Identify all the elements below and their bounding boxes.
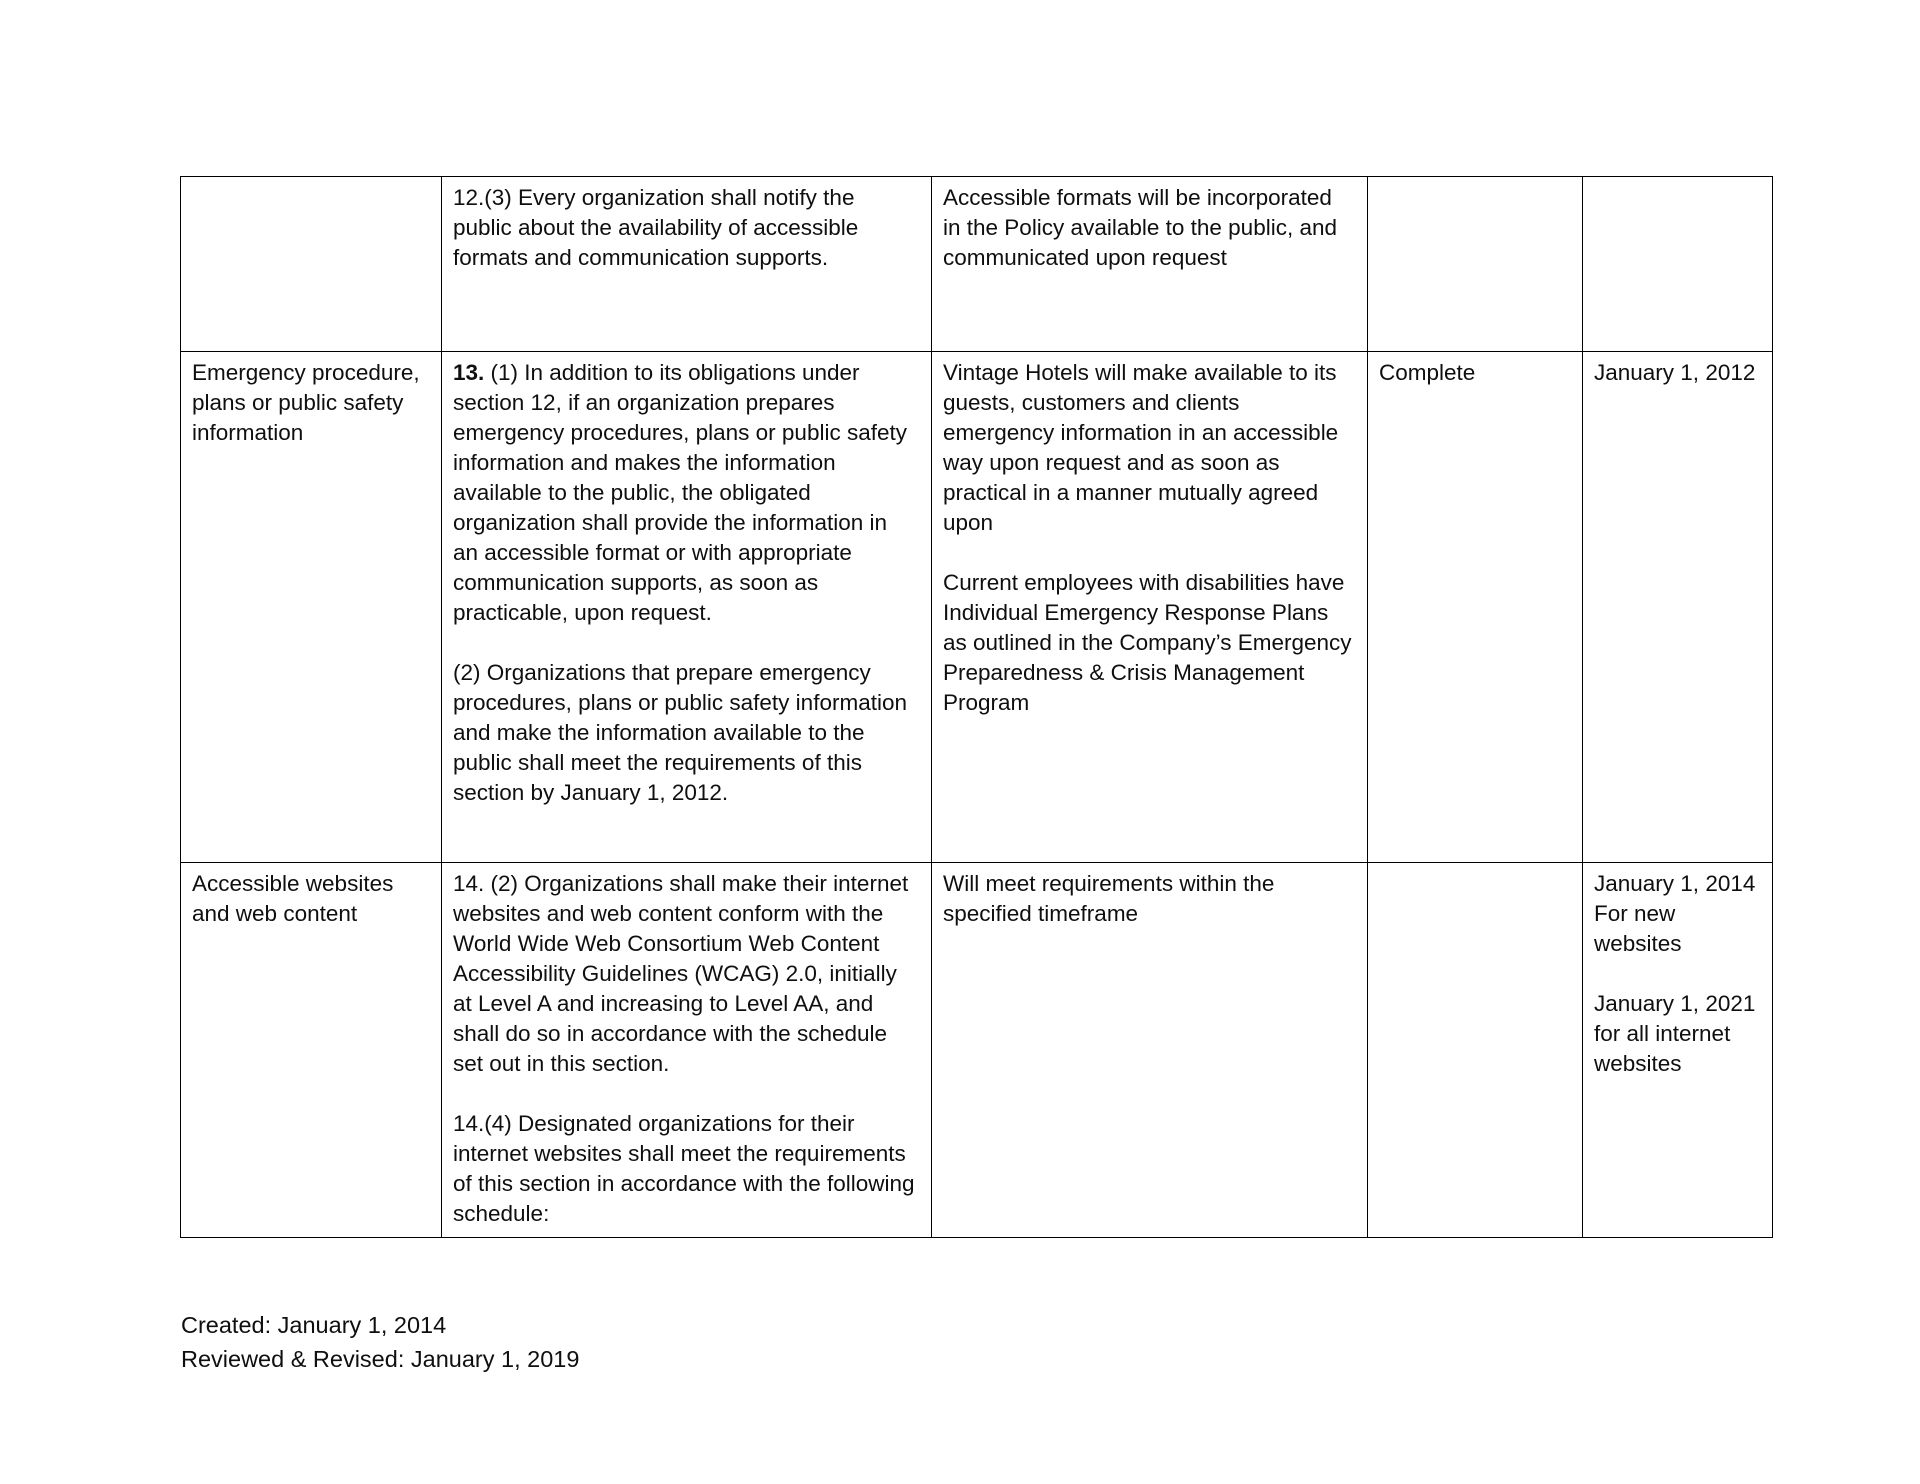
cell-legislation	[442, 352, 932, 863]
cell-response	[932, 352, 1368, 863]
cell-response	[932, 863, 1368, 1238]
legislation-text: 12.(3) Every organization shall notify the public about the availability of accessible formats and communication supports.	[453, 185, 859, 270]
cell-requirement	[181, 177, 442, 352]
legislation-text: 14.(4) Designated organizations for their internet websites shall meet the requirements of this section in accordance with the following schedule:	[453, 1111, 915, 1226]
status-text: Complete	[1379, 360, 1476, 385]
legislation-text-rest: (1) In addition to its obligations under section 12, if an organization prepares emergency procedures, plans or public safety information and makes the information available to the public, the obligated organization shall provide the information in an accessible format or with appropriate communication supports, as soon as practicable, upon request.	[453, 360, 907, 625]
date-text: January 1, 2021 for all internet websites	[1594, 991, 1756, 1076]
date-text: January 1, 2014 For new websites	[1594, 871, 1756, 956]
response-text: Current employees with disabilities have Individual Emergency Response Plans as outlined in the Company’s Emergency Preparedness & Crisis Management Program	[943, 570, 1352, 715]
table-row-emergency-procedure	[181, 352, 1773, 863]
cell-date	[1583, 863, 1773, 1238]
cell-requirement	[181, 863, 442, 1238]
cell-legislation	[442, 863, 932, 1238]
requirement-text: Emergency procedure, plans or public safety information	[192, 360, 420, 445]
requirement-text: Accessible websites and web content	[192, 871, 394, 926]
cell-date	[1583, 352, 1773, 863]
response-text: Will meet requirements within the specified timeframe	[943, 871, 1275, 926]
cell-legislation	[442, 177, 932, 352]
cell-requirement	[181, 352, 442, 863]
legislation-text	[453, 358, 918, 628]
cell-status	[1368, 177, 1583, 352]
table-row-accessible-websites	[181, 863, 1773, 1238]
response-text: Vintage Hotels will make available to its guests, customers and clients emergency information in an accessible way upon request and as soon as practical in a manner mutually agreed upon	[943, 360, 1339, 535]
document-footer	[181, 1308, 579, 1376]
date-text: January 1, 2012	[1594, 360, 1756, 385]
compliance-table	[180, 176, 1773, 1238]
response-text: Accessible formats will be incorporated in the Policy available to the public, and communicated upon request	[943, 185, 1338, 270]
revised-date-line: Reviewed & Revised: January 1, 2019	[181, 1346, 580, 1372]
created-date-line: Created: January 1, 2014	[181, 1312, 447, 1338]
cell-status	[1368, 352, 1583, 863]
section-number: 13.	[453, 360, 485, 385]
legislation-text: (2) Organizations that prepare emergency procedures, plans or public safety information and make the information available to the public shall meet the requirements of this section by January 1, 2012.	[453, 660, 907, 805]
cell-date	[1583, 177, 1773, 352]
cell-response	[932, 177, 1368, 352]
legislation-text: 14. (2) Organizations shall make their internet websites and web content conform with the World Wide Web Consortium Web Content Accessibility Guidelines (WCAG) 2.0, initially at Level A and increasing to Level AA, and shall do so in accordance with the schedule set out in this section.	[453, 871, 909, 1076]
cell-status	[1368, 863, 1583, 1238]
table-row-continuation	[181, 177, 1773, 352]
